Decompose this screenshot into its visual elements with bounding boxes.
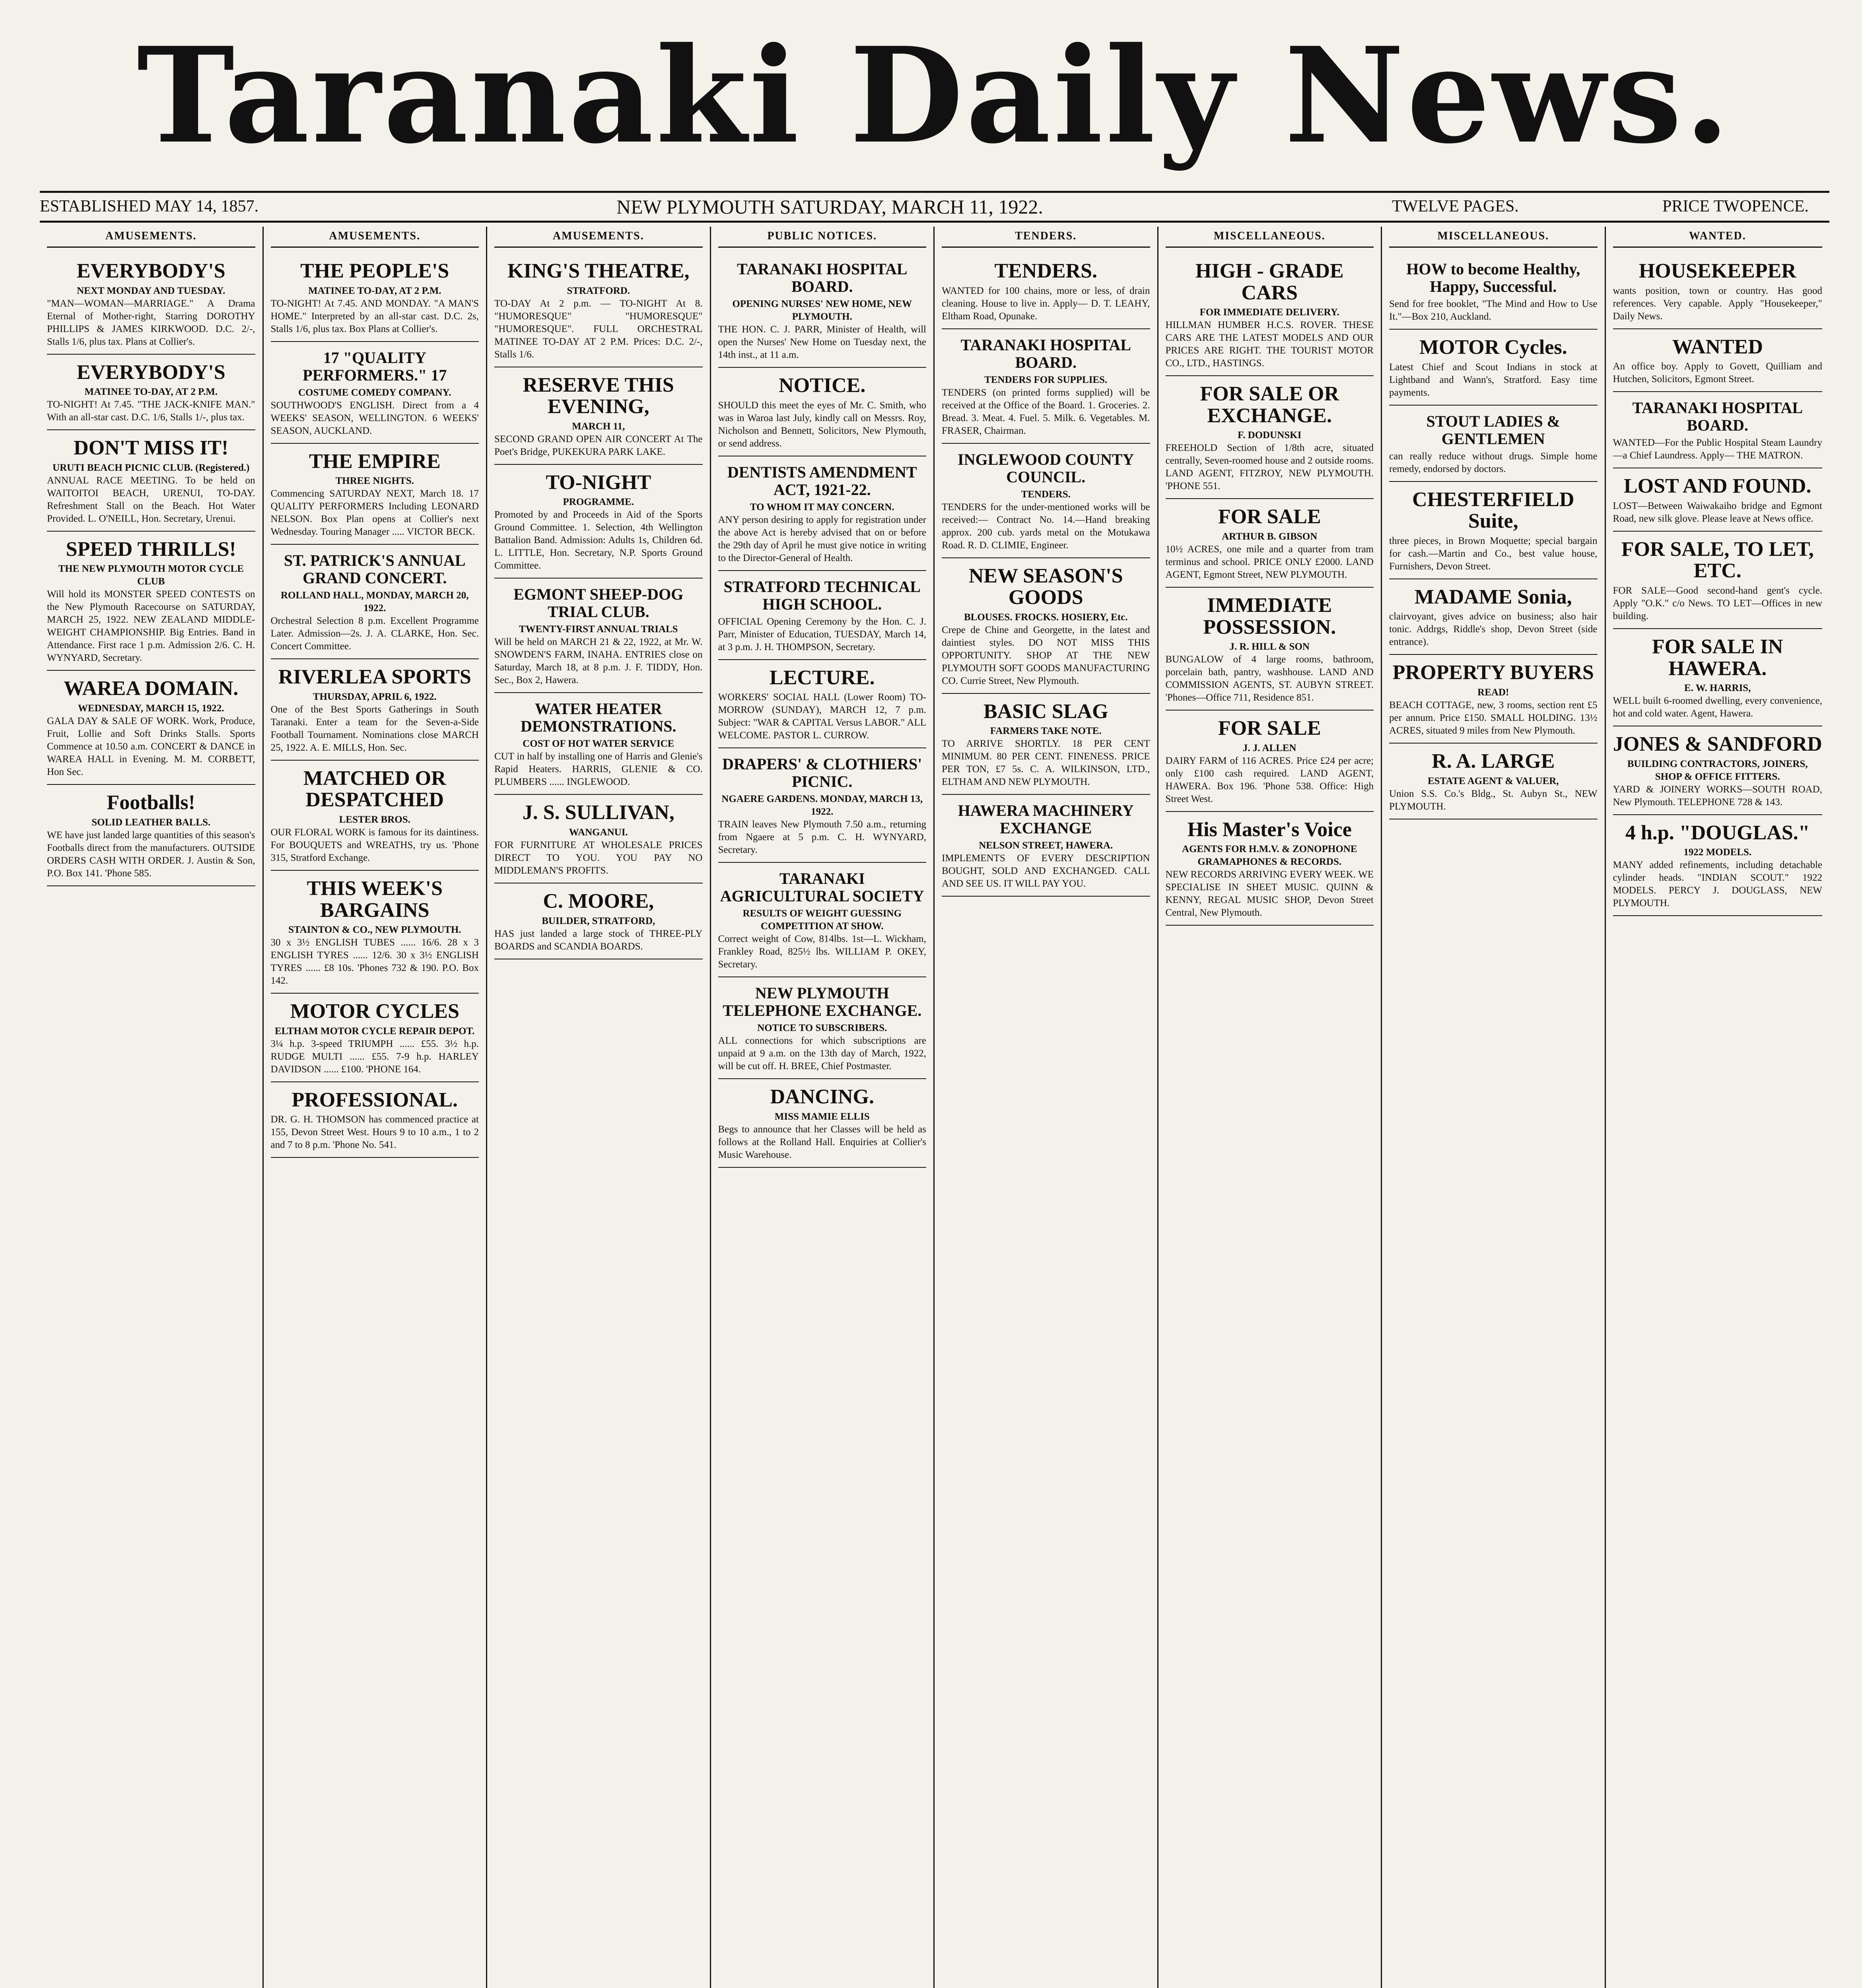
ad-body: Crepe de Chine and Georgette, in the latest and daintiest styles. DO NOT MISS THIS OPPORTUNITY. SHOP AT THE NEW PLYMOUTH SOFT GOODS MANUFACTURING CO. Currie Street, New Plymouth. [942, 624, 1150, 686]
ad-headline: TENDERS. [994, 260, 1098, 282]
advertisement [47, 253, 255, 355]
advertisement [1613, 629, 1823, 726]
ad-body: FOR SALE—Good second-hand gent's cycle. Apply "O.K." c/o News. TO LET—Offices in new building. [1613, 585, 1822, 621]
advertisement [1389, 482, 1598, 579]
advertisement [494, 465, 703, 579]
advertisement [1613, 253, 1823, 329]
advertisement [271, 342, 479, 444]
ad-headline: MADAME Sonia, [1414, 585, 1572, 608]
column-8 [1606, 227, 1830, 1988]
advertisement [47, 785, 255, 886]
advertisement [1389, 253, 1598, 330]
ad-body: ANNUAL RACE MEETING. To be held on WAITOITOI BEACH, URENUI, TO-DAY. Refreshment Stall on the Beach. Hot Water Provided. L. O'NEILL, Hon. Secretary, Urenui. [47, 475, 255, 524]
ad-body: ANY person desiring to apply for registration under the above Act is hereby advised that on or before the 29th day of April he must give notice in writing to the Director-General of Health. [718, 514, 926, 563]
ad-subheading: URUTI BEACH PICNIC CLUB. (Registered.) [52, 462, 250, 473]
column-heading: WANTED. [1613, 227, 1823, 248]
ad-body: TENDERS (on printed forms supplied) will be received at the Office of the Board. 1. Groceries. 2. Bread. 3. Meat. 4. Fuel. 5. Milk. 6. Vegetables. M. FRASER, Chairman. [942, 387, 1150, 436]
ad-body: Commencing SATURDAY NEXT, March 18. 17 QUALITY PERFORMERS Including LEONARD NELSON. Box Plan opens at Collier's next Wednesday. Touring Manager ..... VICTOR BECK. [270, 488, 479, 538]
ad-body: IMPLEMENTS OF EVERY DESCRIPTION BOUGHT, SOLD AND EXCHANGED. CALL AND SEE US. IT WILL PAY YOU. [942, 853, 1150, 889]
advertisement [1613, 726, 1823, 815]
ad-body: TO-DAY At 2 p.m. — TO-NIGHT At 8. "HUMORESQUE" "HUMORESQUE" "HUMORESQUE". FULL ORCHESTRAL MATINEE TO-DAY AT 2 P.M. Prices: D.C. 2/-, Stalls 1/6. [494, 298, 703, 360]
ad-body: TO ARRIVE SHORTLY. 18 PER CENT MINIMUM. 80 PER CENT. FINENESS. PRICE PER TON, £7 5s. C. A. WILKINSON, LTD., ELTHAM AND NEW PLYMOUTH. [942, 738, 1150, 788]
advertisement [271, 659, 479, 761]
ad-headline: THE EMPIRE [309, 450, 441, 473]
advertisement [942, 444, 1150, 558]
ad-body: An office boy. Apply to Govett, Quilliam and Hutchen, Solicitors, Egmont Street. [1613, 361, 1822, 385]
ad-headline: DON'T MISS IT! [74, 437, 229, 460]
ad-body: Will be held on MARCH 21 & 22, 1922, at Mr. W. SNOWDEN'S FARM, INAHA. ENTRIES close on Saturday, March 18, at 8 p.m. J. F. TIDDY, Hon. Sec., Box 2, Hawera. [494, 637, 703, 686]
advertisement [494, 253, 703, 367]
advertisement [271, 994, 479, 1082]
ad-headline: FOR SALE OR EXCHANGE. [1200, 382, 1339, 427]
ad-headline: PROFESSIONAL. [292, 1088, 458, 1111]
ad-body: TO-NIGHT! At 7.45. "THE JACK-KNIFE MAN." With an all-star cast. D.C. 1/6, Stalls 1/-, plus tax. [47, 399, 255, 423]
ad-headline: WATER HEATER DEMONSTRATIONS. [520, 700, 676, 736]
advertisement [1389, 330, 1598, 406]
ad-body: "MAN—WOMAN—MARRIAGE." A Drama Eternal of Mother-right, Starring DOROTHY PHILLIPS & JAMES KIRKWOOD. D.C. 2/-, Stalls 1/6, plus tax. Plans at Collier's. [47, 298, 255, 347]
ad-headline: TO-NIGHT [546, 471, 651, 494]
ad-headline: THE PEOPLE'S [300, 260, 449, 282]
ad-subheading: ARTHUR B. GIBSON [1222, 531, 1318, 542]
advertisement [942, 558, 1150, 694]
advertisement [1166, 711, 1374, 812]
ad-headline: EVERYBODY'S [76, 260, 225, 282]
ad-subheading: E. W. HARRIS, [1684, 683, 1751, 694]
ad-headline: ST. PATRICK'S ANNUAL GRAND CONCERT. [284, 551, 466, 587]
ad-body: THE HON. C. J. PARR, Minister of Health, will open the Nurses' New Home on Tuesday next, the 14th inst., at 11 a.m. [718, 324, 926, 360]
ad-headline: JONES & SANDFORD [1613, 733, 1822, 756]
column-heading: AMUSEMENTS. [494, 227, 703, 248]
ad-headline: FOR SALE, TO LET, ETC. [1621, 538, 1814, 582]
advertisement [1613, 468, 1823, 532]
dateline: NEW PLYMOUTH SATURDAY, MARCH 11, 1922. [616, 196, 1043, 218]
advertisement [718, 571, 927, 660]
ad-headline: WAREA DOMAIN. [64, 677, 239, 700]
ad-headline: FOR SALE [1218, 717, 1321, 740]
ad-body: OUR FLORAL WORK is famous for its daintiness. For BOUQUETS and WREATHS, try us. 'Phone 315, Stratford Exchange. [270, 827, 479, 863]
advertisement [1166, 812, 1374, 926]
ad-subheading: MISS MAMIE ELLIS [774, 1111, 870, 1122]
ad-subheading: COSTUME COMEDY COMPANY. [298, 387, 451, 398]
advertisement [47, 671, 255, 785]
advertisement [1613, 532, 1823, 629]
ad-headline: TARANAKI HOSPITAL BOARD. [737, 260, 908, 295]
ad-body: 3¼ h.p. 3-speed TRIUMPH ...... £55. 3½ h.p. RUDGE MULTI ...... £55. 7-9 h.p. HARLEY DAVIDSON ...... £100. 'PHONE 164. [270, 1038, 479, 1075]
ad-headline: HAWERA MACHINERY EXCHANGE [958, 802, 1134, 837]
ad-subheading: BUILDING CONTRACTORS, JOINERS, SHOP & OFFICE FITTERS. [1627, 758, 1808, 782]
advertisement [47, 532, 255, 671]
ad-headline: NOTICE. [779, 374, 866, 397]
ad-subheading: MARCH 11, [572, 421, 625, 432]
ad-subheading: STAINTON & CO., NEW PLYMOUTH. [288, 924, 461, 936]
ad-body: clairvoyant, gives advice on business; also hair tonic. Addrgs, Riddle's shop, Devon Street (side entrance). [1389, 611, 1598, 648]
ad-body: TO-NIGHT! At 7.45. AND MONDAY. "A MAN'S HOME." Interpreted by an all-star cast. D.C. 2s, Stalls 1/6, plus tax. Box Plans at Collier's. [270, 298, 479, 334]
column-3 [487, 227, 711, 1988]
ad-subheading: NGAERE GARDENS. MONDAY, MARCH 13, 1922. [721, 794, 923, 817]
column-7 [1382, 227, 1606, 1988]
ad-subheading: READ! [1477, 687, 1509, 698]
ad-body: can really reduce without drugs. Simple home remedy, endorsed by doctors. [1389, 450, 1598, 474]
advertisement [494, 367, 703, 465]
ad-subheading: WANGANUI. [569, 827, 628, 838]
ad-subheading: LESTER BROS. [339, 814, 410, 825]
established-line: ESTABLISHED MAY 14, 1857. [40, 197, 259, 215]
ad-subheading: BLOUSES. FROCKS. HOSIERY, Etc. [964, 612, 1128, 623]
ad-body: Will hold its MONSTER SPEED CONTESTS on the New Plymouth Racecourse on SATURDAY, MARCH 25, 1922. NEW ZEALAND MIDDLE-WEIGHT CHAMPIONSHIP. Big Entries. Band in Attendance. First race 1 p.m. Admission 2/6. C. H. WYNYARD, Secretary. [47, 589, 255, 664]
ad-body: Orchestral Selection 8 p.m. Excellent Programme Later. Admission—2s. J. A. CLARKE, Hon. Sec. Concert Committee. [270, 615, 479, 652]
ad-subheading: FOR IMMEDIATE DELIVERY. [1199, 307, 1339, 318]
advertisement [942, 253, 1150, 329]
ad-body: MANY added refinements, including detachable cylinder heads. "INDIAN SCOUT." 1922 MODELS. PERCY J. DOUGLASS, NEW PLYMOUTH. [1613, 860, 1822, 909]
ad-body: WELL built 6-roomed dwelling, every convenience, hot and cold water. Agent, Hawera. [1613, 695, 1822, 719]
ad-headline: DANCING. [770, 1085, 874, 1109]
ad-headline: THIS WEEK'S BARGAINS [307, 877, 443, 922]
ad-headline: J. S. SULLIVAN, [522, 801, 674, 824]
column-heading: AMUSEMENTS. [271, 227, 479, 248]
advertisement [271, 761, 479, 871]
ad-headline: CHESTERFIELD Suite, [1412, 488, 1574, 533]
advertisement [271, 444, 479, 545]
ad-body: Latest Chief and Scout Indians in stock at Lightband and Wann's, Stratford. Easy time payments. [1389, 361, 1598, 398]
price: PRICE TWOPENCE. [1662, 197, 1809, 215]
ad-body: FREEHOLD Section of 1/8th acre, situated centrally, Seven-roomed house and 2 outside rooms. LAND AGENT, FITZROY, NEW PLYMOUTH. 'PHONE 551. [1165, 443, 1374, 492]
ad-body: LOST—Between Waiwakaiho bridge and Egmont Road, new silk glove. Please leave at News office. [1613, 500, 1822, 524]
ad-body: TRAIN leaves New Plymouth 7.50 a.m., returning from Ngaere at 5 p.m. C. H. WYNYARD, Secretary. [718, 819, 926, 856]
ad-headline: INGLEWOOD COUNTY COUNCIL. [958, 450, 1134, 486]
advertisement [494, 795, 703, 883]
advertisement [942, 795, 1150, 897]
advertisement [1166, 588, 1374, 711]
ad-body: OFFICIAL Opening Ceremony by the Hon. C. J. Parr, Minister of Education, TUESDAY, March 14, at 3 p.m. J. H. THOMPSON, Secretary. [718, 616, 926, 652]
advertisement [718, 748, 927, 863]
ad-body: WANTED—For the Public Hospital Steam Laundry—a Chief Laundress. Apply— THE MATRON. [1613, 437, 1822, 461]
column-1 [40, 227, 264, 1988]
date-bar [40, 191, 1829, 223]
advertisement [47, 355, 255, 431]
ad-headline: STRATFORD TECHNICAL HIGH SCHOOL. [723, 577, 921, 613]
ad-subheading: 1922 MODELS. [1683, 847, 1752, 858]
ad-headline: NEW SEASON'S GOODS [968, 564, 1123, 609]
ad-subheading: SOLID LEATHER BALLS. [91, 817, 211, 828]
ad-headline: C. MOORE, [543, 889, 654, 912]
ad-headline: RIVERLEA SPORTS [278, 666, 471, 689]
ad-subheading: PROGRAMME. [563, 497, 634, 508]
advertisement [494, 693, 703, 795]
advertisement [494, 883, 703, 959]
advertisement [1613, 392, 1823, 468]
ad-subheading: J. R. HILL & SON [1229, 641, 1310, 652]
advertisement [718, 253, 927, 368]
advertisement [271, 545, 479, 659]
column-heading: PUBLIC NOTICES. [718, 227, 927, 248]
advertisement [718, 456, 927, 571]
columns-area [40, 227, 1829, 1988]
ad-headline: DRAPERS' & CLOTHIERS' PICNIC. [722, 755, 922, 791]
ad-body: wants position, town or country. Has good references. Very capable. Apply "Housekeeper," Daily News. [1613, 285, 1822, 322]
ad-headline: FOR SALE [1218, 505, 1321, 528]
advertisement [271, 871, 479, 994]
ad-subheading: RESULTS OF WEIGHT GUESSING COMPETITION AT SHOW. [742, 908, 902, 932]
ad-subheading: NELSON STREET, HAWERA. [979, 840, 1113, 851]
ad-subheading: TENDERS FOR SUPPLIES. [984, 374, 1108, 385]
ad-body: CUT in half by installing one of Harris and Glenie's Rapid Heaters. HARRIS, GLENIE & CO. PLUMBERS ...... INGLEWOOD. [494, 751, 703, 788]
masthead [0, 0, 1862, 187]
advertisement [1166, 253, 1374, 376]
ad-body: DAIRY FARM of 116 ACRES. Price £24 per acre; only £100 cash required. LAND AGENT, HAWERA. Box 196. 'Phone 538. Office: High Street West. [1165, 755, 1374, 804]
ad-headline: 17 "QUALITY PERFORMERS." 17 [303, 348, 447, 384]
ad-headline: FOR SALE IN HAWERA. [1652, 635, 1783, 680]
advertisement [1389, 406, 1598, 482]
ad-subheading: NOTICE TO SUBSCRIBERS. [757, 1023, 887, 1034]
ad-body: three pieces, in Brown Moquette; special bargain for cash.—Martin and Co., best value house, Furnishers, Devon Street. [1389, 535, 1598, 572]
advertisement [47, 430, 255, 532]
ad-headline: HOUSEKEEPER [1638, 260, 1796, 282]
ad-body: SHOULD this meet the eyes of Mr. C. Smith, who was in Waroa last July, kindly call on Messrs. Roy, Nicholson and Bennett, Solicitors, New Plymouth, or send address. [718, 400, 926, 449]
ad-headline: STOUT LADIES & GENTLEMEN [1426, 412, 1560, 448]
ad-subheading: AGENTS FOR H.M.V. & ZONOPHONE GRAMAPHONES & RECORDS. [1182, 844, 1357, 868]
ad-body: HILLMAN HUMBER H.C.S. ROVER. THESE CARS ARE THE LATEST MODELS AND OUR PRICES ARE RIGHT. THE TOURIST MOTOR CO., LTD., HASTINGS. [1165, 320, 1374, 369]
ad-body: Begs to announce that her Classes will be held as follows at the Rolland Hall. Enquiries at Collier's Music Warehouse. [718, 1124, 926, 1160]
ad-subheading: TO WHOM IT MAY CONCERN. [750, 501, 894, 513]
advertisement [1389, 655, 1598, 744]
ad-body: One of the Best Sports Gatherings in South Taranaki. Enter a team for the Seven-a-Side Football Tournament. Nominations close MARCH 25, 1922. A. E. MILLS, Hon. Sec. [270, 704, 479, 753]
ad-body: Promoted by and Proceeds in Aid of the Sports Ground Committee. 1. Selection, 4th Wellington Battalion Band. Admission: Adults 1s, Children 6d. L. LITTLE, Hon. Secretary, N.P. Sports Ground Committee. [494, 509, 703, 571]
ad-body: 10½ ACRES, one mile and a quarter from tram terminus and school. PRICE ONLY £2000. LAND AGENT, Egmont Street, NEW PLYMOUTH. [1165, 544, 1374, 580]
advertisement [1389, 579, 1598, 655]
ad-body: WORKERS' SOCIAL HALL (Lower Room) TO-MORROW (SUNDAY), MARCH 12, 7 p.m. Subject: "WAR & CAPITAL Versus LABOR." ALL WELCOME. PASTOR L. CURROW. [718, 692, 926, 741]
advertisement [1613, 329, 1823, 392]
ad-subheading: ROLLAND HALL, MONDAY, MARCH 20, 1922. [281, 590, 469, 614]
ad-body: FOR FURNITURE AT WHOLESALE PRICES DIRECT TO YOU. YOU PAY NO MIDDLEMAN'S PROFITS. [494, 839, 703, 876]
ad-body: WE have just landed large quantities of this season's Footballs direct from the manufacturers. OUTSIDE ORDERS CASH WITH ORDER. J. Austin & Son, P.O. Box 141. 'Phone 585. [47, 829, 255, 879]
ad-headline: NEW PLYMOUTH TELEPHONE EXCHANGE. [723, 984, 922, 1020]
ad-headline: MOTOR Cycles. [1419, 336, 1567, 359]
ad-headline: BASIC SLAG [983, 700, 1108, 723]
advertisement [718, 977, 927, 1079]
ad-headline: Footballs! [107, 791, 195, 814]
ad-subheading: THE NEW PLYMOUTH MOTOR CYCLE CLUB [58, 563, 244, 587]
ad-body: Send for free booklet, "The Mind and How to Use It."—Box 210, Auckland. [1389, 299, 1598, 322]
ad-body: TENDERS for the under-mentioned works will be received:— Contract No. 14.—Hand breaking approx. 200 cub. yards metal on the Motukawa Road. R. D. CLIMIE, Engineer. [942, 501, 1150, 551]
advertisement [1389, 744, 1598, 819]
advertisement [718, 660, 927, 749]
column-2 [264, 227, 488, 1988]
ad-body: SECOND GRAND OPEN AIR CONCERT At The Poet's Bridge, PUKEKURA PARK LAKE. [494, 433, 703, 457]
ad-headline: HOW to become Healthy, Happy, Successful. [1406, 260, 1580, 295]
advertisement [271, 1082, 479, 1158]
ad-headline: TARANAKI HOSPITAL BOARD. [960, 336, 1131, 371]
ad-body: ALL connections for which subscriptions are unpaid at 9 a.m. on the 13th day of March, 1922, will be cut off. H. BREE, Chief Postmaster. [718, 1035, 926, 1072]
ad-headline: EVERYBODY'S [76, 361, 225, 384]
ad-subheading: TENDERS. [1021, 489, 1071, 500]
column-heading: MISCELLANEOUS. [1166, 227, 1374, 248]
ad-body: BUNGALOW of 4 large rooms, bathroom, porcelain bath, pantry, washhouse. LAND AND COMMISSION AGENTS, ST. AUBYN STREET. 'Phones—Office 711, Residence 851. [1165, 654, 1374, 703]
ad-subheading: MATINEE TO-DAY, AT 2 P.M. [84, 386, 218, 398]
ad-headline: PROPERTY BUYERS [1392, 661, 1594, 684]
ad-headline: MOTOR CYCLES [290, 1000, 459, 1023]
advertisement [718, 368, 927, 456]
ad-headline: EGMONT SHEEP-DOG TRIAL CLUB. [513, 585, 684, 621]
column-heading: MISCELLANEOUS. [1389, 227, 1598, 248]
ad-headline: HIGH - GRADE CARS [1195, 260, 1344, 304]
ad-body: Union S.S. Co.'s Bldg., St. Aubyn St., NEW PLYMOUTH. [1389, 788, 1598, 812]
advertisement [494, 579, 703, 693]
ad-subheading: ESTATE AGENT & VALUER, [1427, 775, 1559, 786]
column-4 [711, 227, 935, 1988]
ad-headline: TARANAKI AGRICULTURAL SOCIETY [720, 870, 924, 905]
ad-subheading: OPENING NURSES' NEW HOME, NEW PLYMOUTH. [732, 299, 912, 322]
advertisement [718, 1079, 927, 1168]
ad-subheading: THURSDAY, APRIL 6, 1922. [313, 691, 437, 702]
ad-body: HAS just landed a large stock of THREE-PLY BOARDS and SCANDIA BOARDS. [494, 928, 703, 952]
ad-headline: R. A. LARGE [1432, 749, 1555, 773]
column-heading: AMUSEMENTS. [47, 227, 255, 248]
ad-subheading: TWENTY-FIRST ANNUAL TRIALS [519, 624, 678, 635]
ad-subheading: FARMERS TAKE NOTE. [990, 726, 1102, 737]
ad-body: BEACH COTTAGE, new, 3 rooms, section rent £5 per annum. Price £150. SMALL HOLDING. 13½ ACRES, situated 9 miles from New Plymouth. [1389, 699, 1598, 736]
advertisement [1166, 499, 1374, 588]
ad-headline: DENTISTS AMENDMENT ACT, 1921-22. [727, 463, 917, 499]
ad-body: NEW RECORDS ARRIVING EVERY WEEK. WE SPECIALISE IN SHEET MUSIC. QUINN & KENNY, REGAL MUSIC SHOP, Devon Street Central, New Plymouth. [1165, 869, 1374, 918]
ad-headline: MATCHED OR DESPATCHED [303, 767, 446, 812]
advertisement [271, 253, 479, 342]
ad-headline: RESERVE THIS EVENING, [523, 373, 674, 418]
ad-headline: LECTURE. [770, 666, 875, 689]
ad-body: DR. G. H. THOMSON has commenced practice at 155, Devon Street West. Hours 9 to 10 a.m., 1 to 2 and 7 to 8 p.m. 'Phone No. 541. [270, 1114, 479, 1151]
ad-subheading: NEXT MONDAY AND TUESDAY. [77, 285, 225, 296]
ad-headline: KING'S THEATRE, [507, 260, 690, 282]
ad-subheading: STRATFORD. [567, 285, 630, 296]
ad-headline: WANTED [1672, 335, 1763, 358]
ad-subheading: BUILDER, STRATFORD, [542, 915, 655, 926]
advertisement [1613, 815, 1823, 916]
advertisement [942, 329, 1150, 444]
page-count: TWELVE PAGES. [1392, 197, 1519, 215]
column-6 [1158, 227, 1382, 1988]
ad-headline: LOST AND FOUND. [1624, 475, 1811, 498]
ad-body: SOUTHWOOD'S ENGLISH. Direct from a 4 WEEKS' SEASON, WELLINGTON. 6 WEEKS' SEASON, AUCKLAND. [270, 400, 479, 436]
newspaper-title: Taranaki Daily News. [137, 18, 1732, 173]
ad-subheading: J. J. ALLEN [1242, 742, 1296, 753]
ad-subheading: ELTHAM MOTOR CYCLE REPAIR DEPOT. [274, 1025, 475, 1037]
ad-subheading: WEDNESDAY, MARCH 15, 1922. [78, 703, 224, 714]
ad-headline: 4 h.p. "DOUGLAS." [1625, 821, 1810, 844]
ad-body: GALA DAY & SALE OF WORK. Work, Produce, Fruit, Lollie and Soft Drinks Stalls. Sports Commence at 10.50 a.m. CONCERT & DANCE in WAREA HALL in Evening. M. M. CORBETT, Hon Sec. [47, 715, 255, 777]
ad-headline: TARANAKI HOSPITAL BOARD. [1632, 399, 1803, 435]
advertisement [942, 694, 1150, 795]
ad-body: WANTED for 100 chains, more or less, of drain cleaning. House to live in. Apply— D. T. LEAHY, Eltham Road, Opunake. [942, 285, 1150, 322]
column-5 [935, 227, 1158, 1988]
advertisement [718, 863, 927, 977]
ad-body: YARD & JOINERY WORKS—SOUTH ROAD, New Plymouth. TELEPHONE 728 & 143. [1613, 784, 1822, 808]
ad-subheading: COST OF HOT WATER SERVICE [523, 738, 674, 749]
ad-subheading: F. DODUNSKI [1238, 430, 1302, 441]
ad-subheading: MATINEE TO-DAY, AT 2 P.M. [308, 285, 441, 296]
advertisement [1166, 376, 1374, 499]
ad-body: 30 x 3½ ENGLISH TUBES ...... 16/6. 28 x 3 ENGLISH TYRES ...... 12/6. 30 x 3½ ENGLISH TYRES ...... £8 10s. 'Phones 732 & 190. P.O. Box 142. [270, 937, 479, 986]
ad-headline: His Master's Voice [1187, 818, 1352, 841]
ad-body: Correct weight of Cow, 814lbs. 1st—L. Wickham, Frankley Road, 825½ lbs. WILLIAM P. OKEY, Secretary. [718, 934, 926, 970]
ad-headline: IMMEDIATE POSSESSION. [1203, 594, 1336, 639]
ad-subheading: THREE NIGHTS. [335, 476, 414, 487]
column-heading: TENDERS. [942, 227, 1150, 248]
ad-headline: SPEED THRILLS! [66, 538, 236, 561]
